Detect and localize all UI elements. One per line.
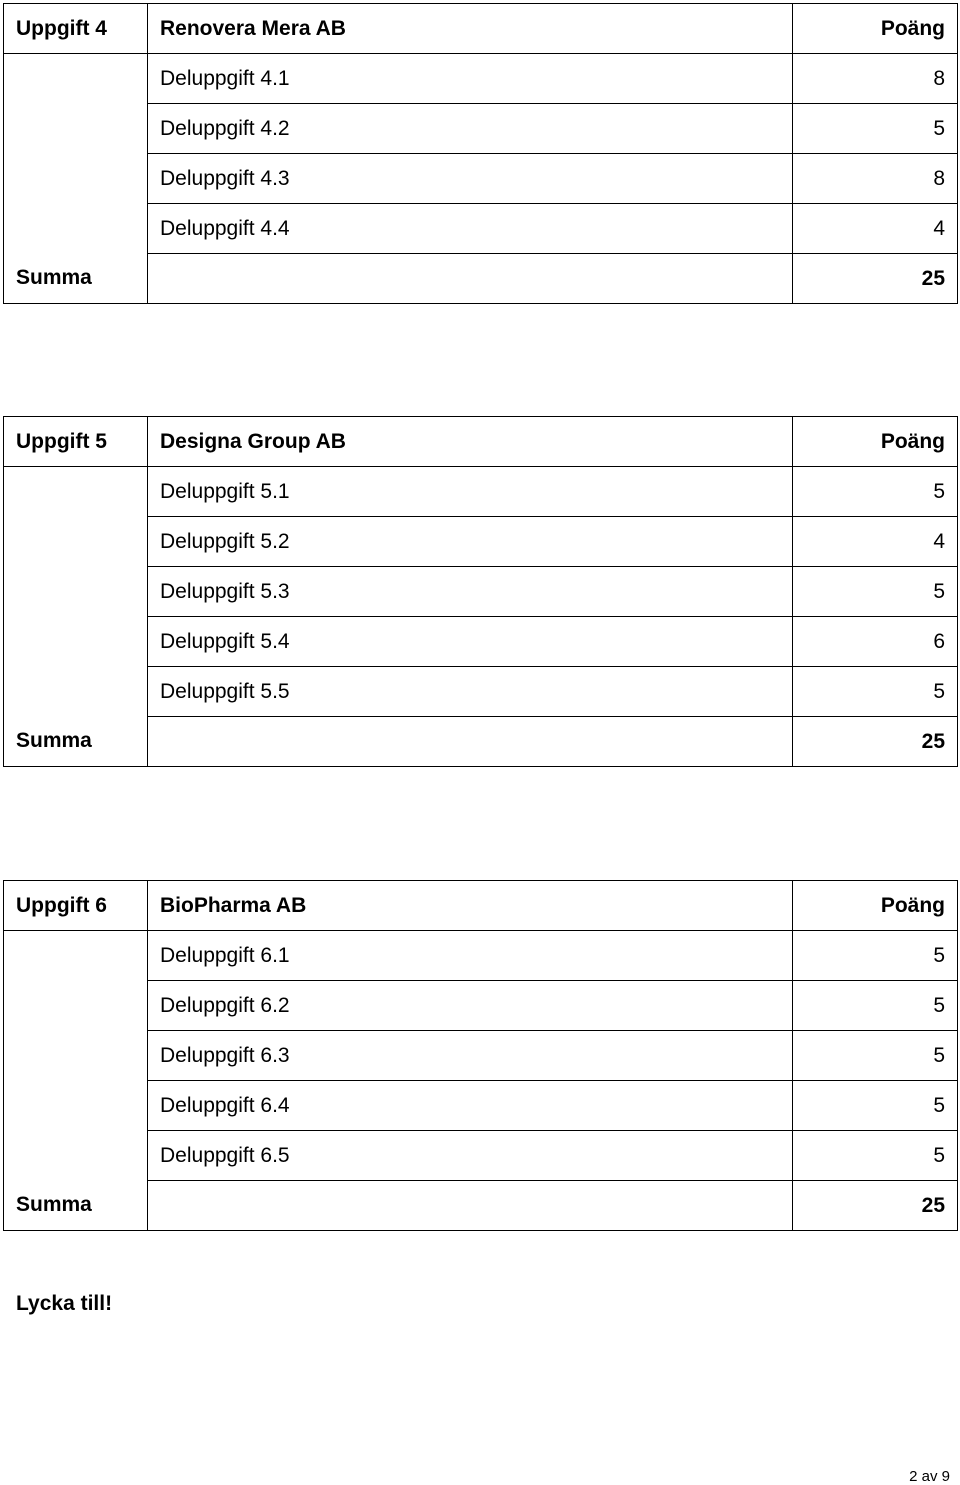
task-table-6 — [3, 880, 958, 1231]
subtask-points: 5 — [793, 931, 958, 981]
subtask-name: Deluppgift 6.5 — [148, 1131, 793, 1181]
subtask-points: 5 — [793, 667, 958, 717]
subtask-points: 5 — [793, 567, 958, 617]
subtask-row — [4, 1131, 958, 1181]
subtask-name: Deluppgift 5.3 — [148, 567, 793, 617]
subtask-row — [4, 467, 958, 517]
subtask-name: Deluppgift 5.4 — [148, 617, 793, 667]
subtask-points: 8 — [793, 54, 958, 104]
subtask-row — [4, 667, 958, 717]
subtask-name: Deluppgift 6.4 — [148, 1081, 793, 1131]
task-table-4 — [3, 3, 958, 304]
subtask-row — [4, 204, 958, 254]
page-number: 2 av 9 — [909, 1468, 950, 1485]
subtask-points: 5 — [793, 1031, 958, 1081]
subtask-row — [4, 104, 958, 154]
company-name: Designa Group AB — [148, 417, 793, 467]
subtask-row — [4, 567, 958, 617]
task-label: Uppgift 4 — [4, 4, 148, 54]
subtask-row — [4, 54, 958, 104]
task-header-row — [4, 4, 958, 54]
subtask-name: Deluppgift 5.5 — [148, 667, 793, 717]
task-label: Uppgift 5 — [4, 417, 148, 467]
summa-row — [4, 1181, 958, 1231]
subtask-points: 5 — [793, 1081, 958, 1131]
task-label: Uppgift 6 — [4, 881, 148, 931]
summa-row — [4, 717, 958, 767]
subtask-points: 4 — [793, 517, 958, 567]
company-name: BioPharma AB — [148, 881, 793, 931]
subtask-name: Deluppgift 6.3 — [148, 1031, 793, 1081]
subtask-name: Deluppgift 4.2 — [148, 104, 793, 154]
subtask-row — [4, 931, 958, 981]
subtask-name: Deluppgift 5.2 — [148, 517, 793, 567]
task-table-5 — [3, 416, 958, 767]
subtask-row — [4, 981, 958, 1031]
summa-value: 25 — [793, 254, 958, 304]
subtask-points: 5 — [793, 467, 958, 517]
summa-label: Summa — [4, 254, 148, 304]
summa-row — [4, 254, 958, 304]
subtask-name: Deluppgift 4.3 — [148, 154, 793, 204]
subtask-name: Deluppgift 6.2 — [148, 981, 793, 1031]
subtask-name: Deluppgift 5.1 — [148, 467, 793, 517]
points-header: Poäng — [793, 881, 958, 931]
subtask-name: Deluppgift 4.4 — [148, 204, 793, 254]
subtask-points: 6 — [793, 617, 958, 667]
subtask-name: Deluppgift 6.1 — [148, 931, 793, 981]
task-header-row — [4, 881, 958, 931]
points-header: Poäng — [793, 4, 958, 54]
subtask-row — [4, 517, 958, 567]
summa-label: Summa — [4, 717, 148, 767]
summa-label: Summa — [4, 1181, 148, 1231]
summa-value: 25 — [793, 1181, 958, 1231]
subtask-points: 5 — [793, 104, 958, 154]
subtask-name: Deluppgift 4.1 — [148, 54, 793, 104]
subtask-points: 8 — [793, 154, 958, 204]
task-header-row — [4, 417, 958, 467]
subtask-row — [4, 154, 958, 204]
subtask-row — [4, 1081, 958, 1131]
subtask-row — [4, 1031, 958, 1081]
summa-value: 25 — [793, 717, 958, 767]
closing-text: Lycka till! — [16, 1292, 113, 1315]
subtask-points: 5 — [793, 1131, 958, 1181]
company-name: Renovera Mera AB — [148, 4, 793, 54]
subtask-points: 4 — [793, 204, 958, 254]
subtask-points: 5 — [793, 981, 958, 1031]
subtask-row — [4, 617, 958, 667]
points-header: Poäng — [793, 417, 958, 467]
